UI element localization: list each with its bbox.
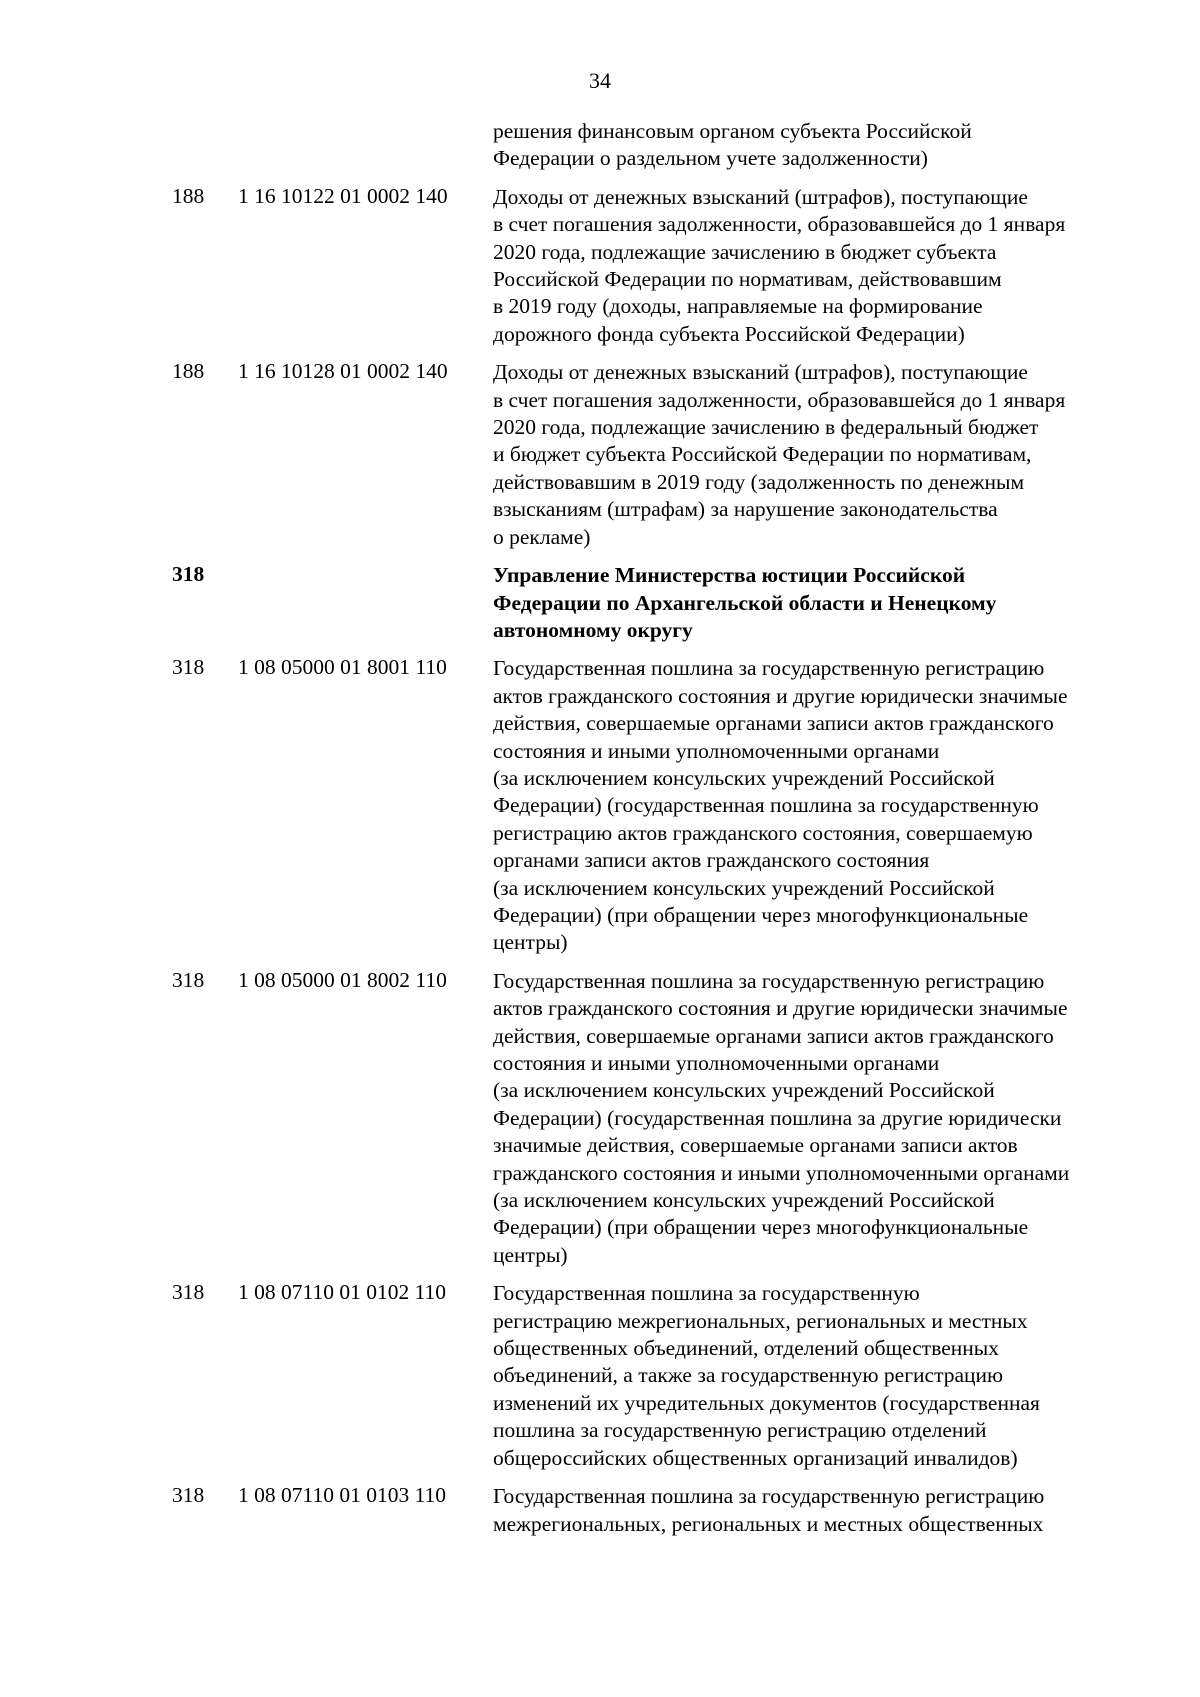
description-line: регистрацию межрегиональных, региональных и местных [493, 1308, 1028, 1333]
description-line: о рекламе) [493, 524, 591, 549]
budget-classification-code: 1 16 10128 01 0002 140 [238, 359, 448, 384]
description-line: Федерации) (государственная пошлина за государственную [493, 793, 1039, 818]
revenue-description [493, 562, 1133, 644]
description-line: регистрацию актов гражданского состояния, совершаемую [493, 820, 1033, 845]
description-line: Российской Федерации по нормативам, действовавшим [493, 267, 1002, 292]
table-row [0, 184, 1200, 348]
budget-classification-code: 1 16 10122 01 0002 140 [238, 183, 448, 208]
revenue-description [493, 1280, 1133, 1472]
description-line: актов гражданского состояния и другие юридически значимые [493, 683, 1068, 708]
description-line: Государственная пошлина за государственную регистрацию [493, 968, 1045, 993]
page-number: 34 [589, 68, 611, 93]
budget-classification-code: 1 08 07110 01 0103 110 [238, 1483, 447, 1508]
description-line: Федерации) (при обращении через многофункциональные [493, 1215, 1029, 1240]
table-row [0, 655, 1200, 956]
administrator-code: 318 [172, 655, 205, 680]
description-line: актов гражданского состояния и другие юридически значимые [493, 996, 1068, 1021]
table-row [0, 968, 1200, 1269]
table-row [0, 359, 1200, 551]
description-line: межрегиональных, региональных и местных общественных [493, 1511, 1044, 1536]
description-line: дорожного фонда субъекта Российской Федерации) [493, 321, 965, 346]
description-line: состояния и иными уполномоченными органами [493, 1051, 940, 1075]
description-line: Государственная пошлина за государственную регистрацию [493, 656, 1045, 681]
description-line: Управление Министерства юстиции Российской [493, 563, 966, 588]
administrator-code: 318 [172, 1483, 205, 1508]
description-line: (за исключением консульских учреждений Российской [493, 765, 995, 790]
description-line: в 2019 году (доходы, направляемые на формирование [493, 294, 983, 319]
description-line: центры) [493, 930, 568, 955]
description-line: и бюджет субъекта Российской Федерации по нормативам, [493, 442, 1032, 467]
description-line: действовавшим в 2019 году (задолженность по денежным [493, 469, 1025, 494]
revenue-description [493, 1483, 1133, 1538]
table-row [0, 118, 1200, 173]
description-line: общероссийских общественных организаций инвалидов) [493, 1445, 1018, 1470]
description-line: 2020 года, подлежащие зачислению в федеральный бюджет [493, 415, 1039, 440]
table-row [0, 1483, 1200, 1538]
revenue-description [493, 655, 1133, 956]
description-line: в счет погашения задолженности, образовавшейся до 1 января [493, 212, 1066, 237]
description-line: Федерации) (при обращении через многофункциональные [493, 902, 1029, 927]
description-line: Федерации по Архангельской области и Ненецкому [493, 590, 997, 615]
description-line: общественных объединений, отделений общественных [493, 1336, 999, 1361]
description-line: Государственная пошлина за государственную [493, 1281, 920, 1306]
revenue-description [493, 118, 1133, 173]
description-line: объединений, а также за государственную регистрацию [493, 1363, 1004, 1388]
administrator-code: 188 [172, 359, 205, 384]
description-line: действия, совершаемые органами записи актов гражданского [493, 711, 1054, 736]
administrator-code: 318 [172, 1280, 205, 1305]
revenue-description [493, 968, 1133, 1269]
description-line: Доходы от денежных взысканий (штрафов), поступающие [493, 184, 1028, 209]
administrator-code: 318 [172, 562, 205, 587]
table-row [0, 1280, 1200, 1472]
description-line: (за исключением консульских учреждений Российской [493, 1188, 995, 1213]
description-line: значимые действия, совершаемые органами записи актов [493, 1133, 1018, 1158]
administrator-code: 318 [172, 967, 205, 992]
table-row-section-header [0, 562, 1200, 644]
description-line: действия, совершаемые органами записи актов гражданского [493, 1023, 1054, 1048]
administrator-code: 188 [172, 183, 205, 208]
description-line: (за исключением консульских учреждений Российской [493, 1078, 995, 1103]
description-line: Федерации) (государственная пошлина за другие юридически [493, 1105, 1062, 1130]
budget-classification-code: 1 08 05000 01 8002 110 [238, 967, 447, 992]
revenue-description [493, 359, 1133, 551]
description-line: Государственная пошлина за государственную регистрацию [493, 1484, 1045, 1509]
revenue-code-table [0, 118, 1200, 1549]
description-line: состояния и иными уполномоченными органами [493, 738, 940, 763]
budget-classification-code: 1 08 07110 01 0102 110 [238, 1280, 447, 1305]
description-line: гражданского состояния и иными уполномоченными органами [493, 1160, 1070, 1185]
description-line: органами записи актов гражданского состояния [493, 848, 930, 873]
description-line: центры) [493, 1242, 568, 1267]
budget-classification-code: 1 08 05000 01 8001 110 [238, 655, 447, 680]
description-line: пошлина за государственную регистрацию отделений [493, 1418, 987, 1443]
revenue-description [493, 184, 1133, 348]
description-line: взысканиям (штрафам) за нарушение законодательства [493, 497, 998, 522]
description-line: решения финансовым органом субъекта Российской [493, 119, 972, 143]
description-line: изменений их учредительных документов (государственная [493, 1390, 1040, 1415]
description-line: Федерации о раздельном учете задолженности) [493, 146, 928, 171]
description-line: (за исключением консульских учреждений Российской [493, 875, 995, 900]
description-line: автономному округу [493, 617, 693, 642]
description-line: Доходы от денежных взысканий (штрафов), поступающие [493, 360, 1028, 385]
description-line: в счет погашения задолженности, образовавшейся до 1 января [493, 387, 1066, 412]
description-line: 2020 года, подлежащие зачислению в бюджет субъекта [493, 239, 997, 264]
